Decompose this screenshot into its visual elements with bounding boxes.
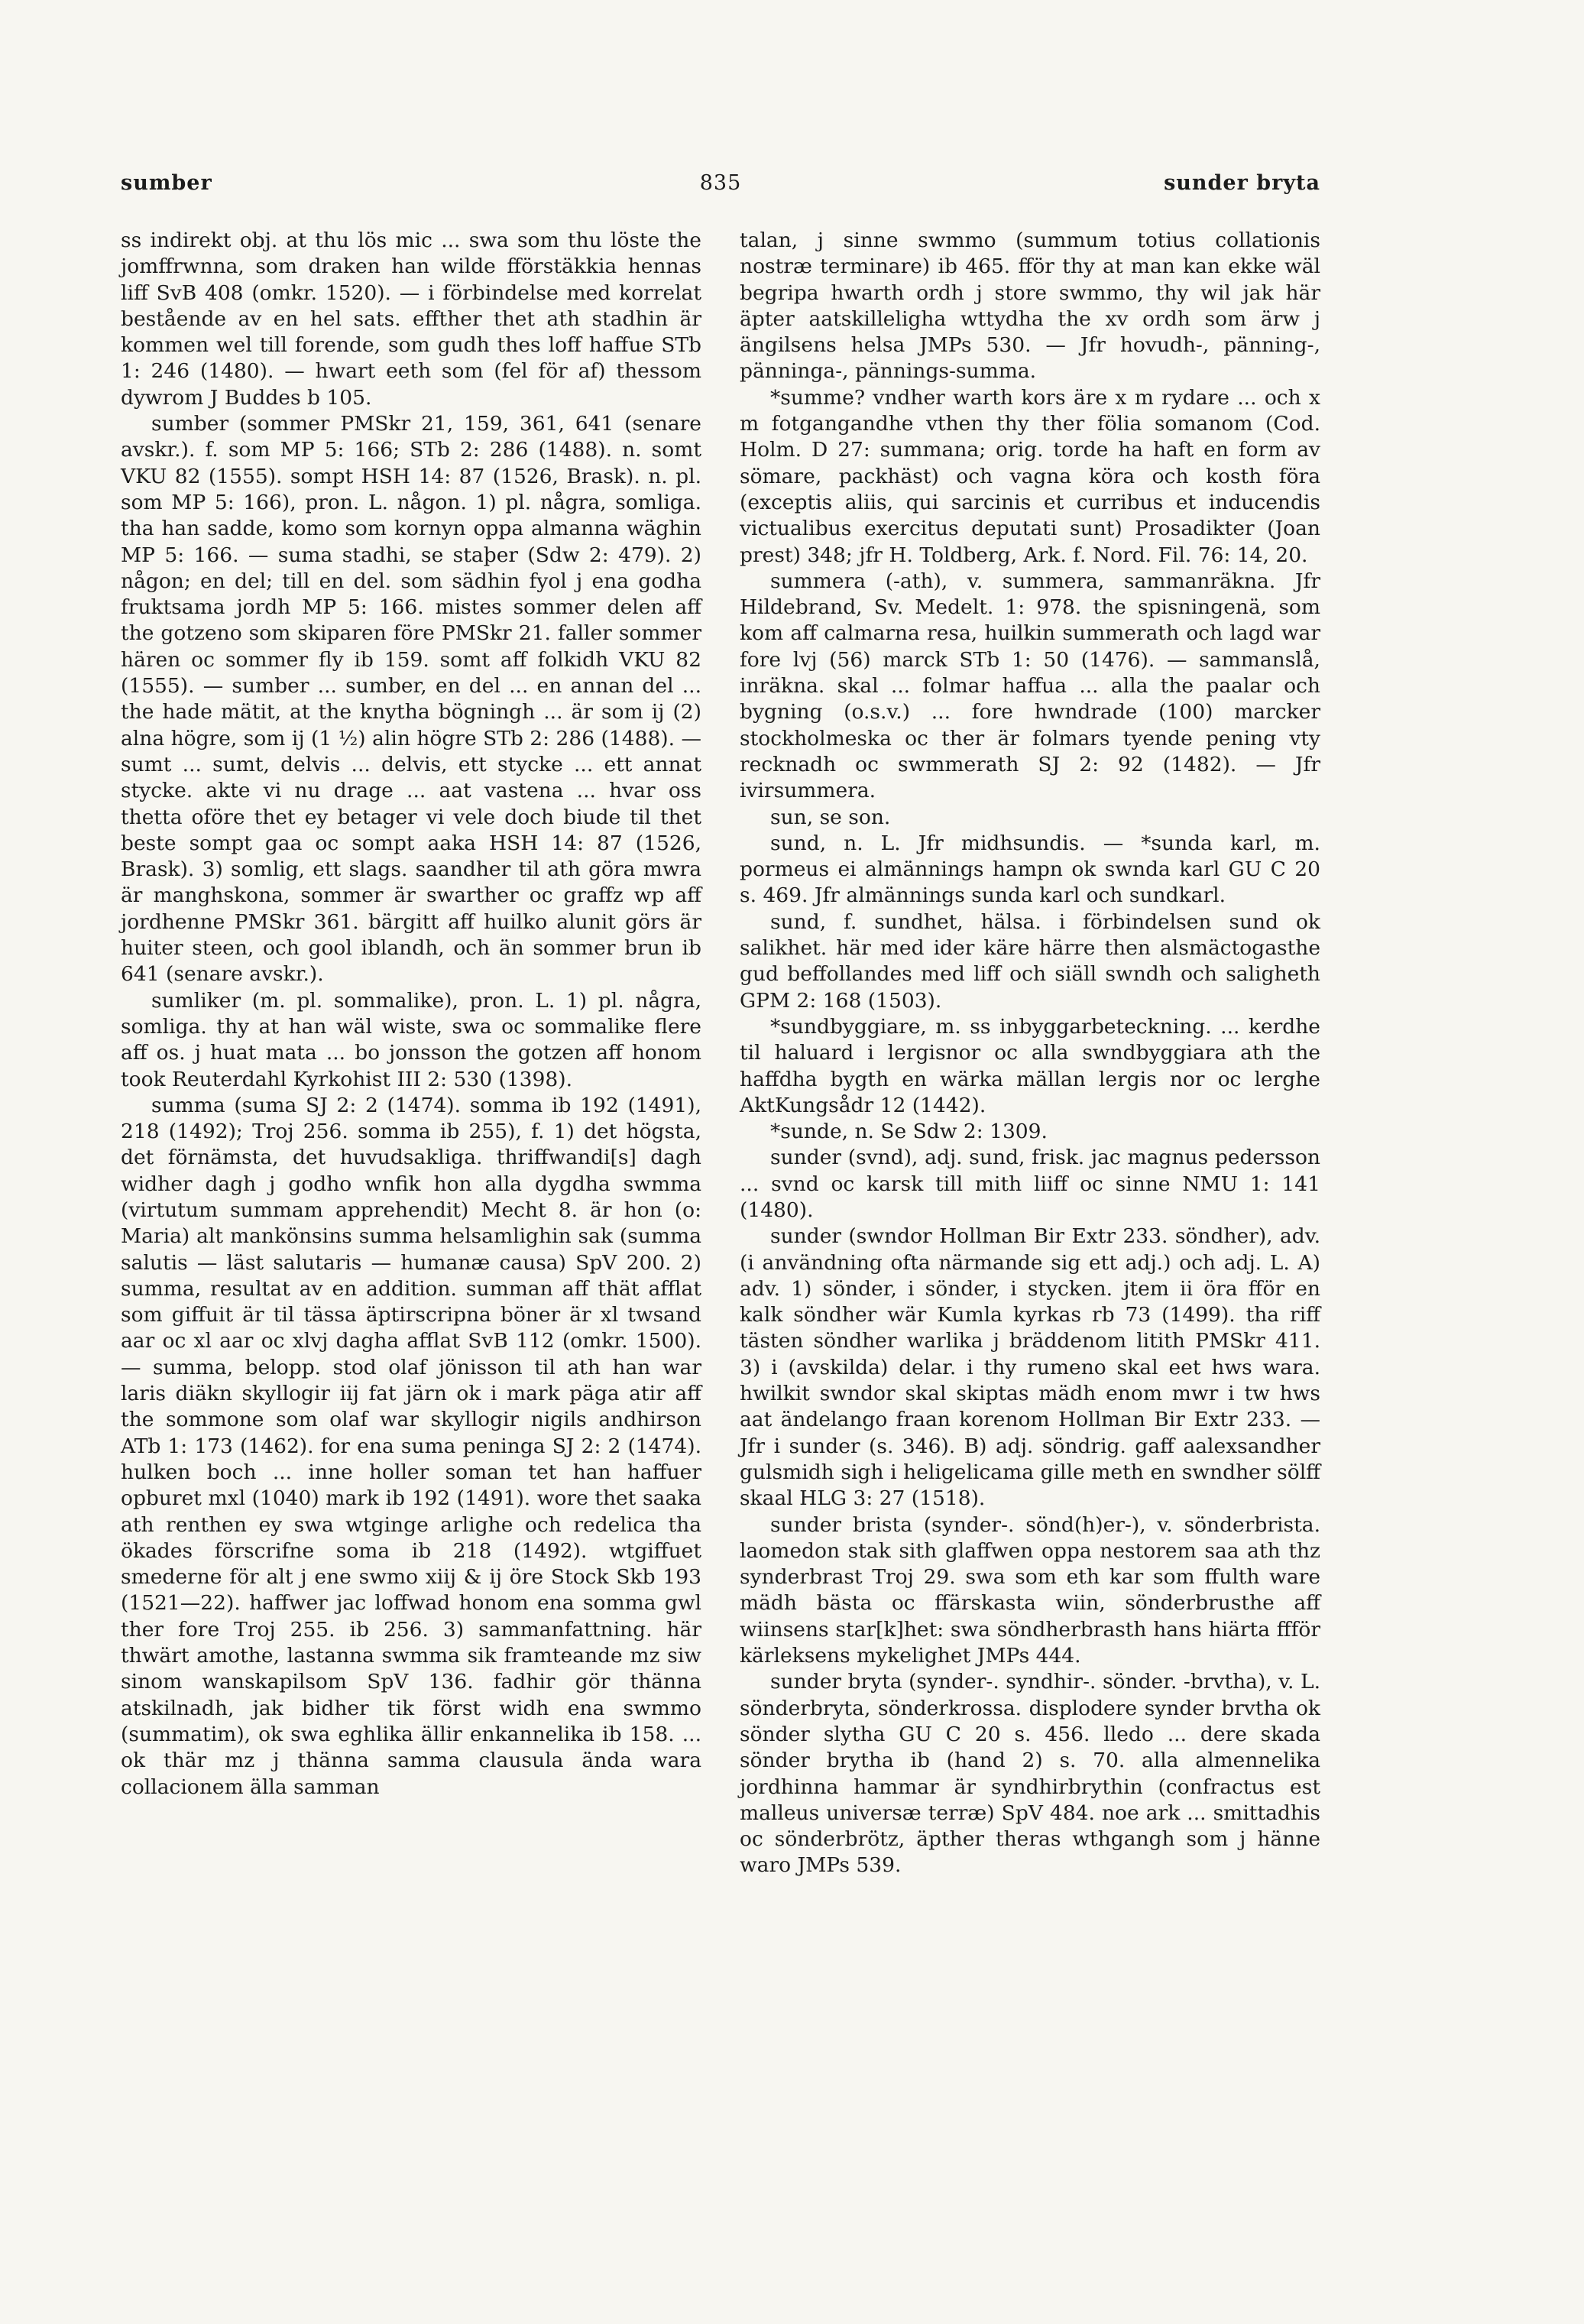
left-column	[121, 228, 701, 1801]
right-column	[740, 228, 1320, 1879]
entry-sumber: sumber (sommer PMSkr 21, 159, 361, 641 (senare avskr.). f. som MP 5: 166; STb 2: 286 (1488). n. somt VKU 82 (1555). sompt HSH 14: 87 (1526, Brask). n. pl. som MP 5: 166), pron. L. någon. 1) pl. några, somliga. tha han sadde, komo som kornyn oppa almanna wäghin MP 5: 166. — suma stadhi, se staþer (Sdw 2: 479). 2) någon; en del; till en del. som sädhin fyol j ena godha fruktsama jordh MP 5: 166. mistes sommer delen aff the gotzeno som skiparen före PMSkr 21. faller sommer hären oc sommer fly ib 159. somt aff folkidh VKU 82 (1555). — sumber ... sumber, en del ... en annan del ... the hade mätit, at the knytha bögningh ... är som ij (2) alna högre, som ij (1 ½) alin högre STb 2: 286 (1488). — sumt ... sumt, delvis ... delvis, ett stycke ... ett annat stycke. akte vi nu drage ... aat vastena ... hvar oss thetta oföre thet ey betager vi vele doch biude til thet beste sompt gaa oc sompt aaka HSH 14: 87 (1526, Brask). 3) somlig, ett slags. saandher til ath göra mwra är manghskona, sommer är swarther oc graffz wp aff jordhenne PMSkr 361. bärgitt aff huilko alunit görs är huiter steen, och gool iblandh, och än sommer brun ib 641 (senare avskr.).	[121, 412, 701, 987]
page-number: 835	[699, 171, 742, 195]
running-header	[121, 171, 1320, 202]
entry-sun: sun, se son.	[770, 805, 891, 829]
entry-summera: summera (-ath), v. summera, sammanräkna. Jfr Hildebrand, Sv. Medelt. 1: 978. the spisningenä, som kom aff calmarna resa, huilkin summerath och lagd war fore lvj (56) marck STb 1: 50 (1476). — sammanslå, inräkna. skal ... folmar haffua ... alla the paalar och bygning (o.s.v.) ... fore hwndrade (100) marcker stockholmeska oc ther är folmars tyende pening vty recknadh oc swmmerath SJ 2: 92 (1482). — Jfr ivirsummera.	[740, 569, 1320, 803]
entry-sumliker: sumliker (m. pl. sommalike), pron. L. 1) pl. några, somliga. thy at han wäl wiste, swa oc sommalike flere aff os. j huat mata ... bo jonsson the gotzen aff honom took Reuterdahl Kyrkohist III 2: 530 (1398).	[121, 988, 701, 1091]
entry-sunder-adv: sunder (swndor Hollman Bir Extr 233. söndher), adv. (i användning ofta närmande sig ett adj.) och adj. L. A) adv. 1) sönder, i sönder, i stycken. jtem ii öra fför en kalk söndher wär Kumla kyrkas rb 73 (1499). tha riff tästen söndher warlika j bräddenom litith PMSkr 411. 3) i (avskilda) delar. i thy rumeno skal eet hws wara. hwilkit swndor skal skiptas mädh enom mwr i tw hws aat ändelango fraan korenom Hollman Bir Extr 233. — Jfr i sunder (s. 346). B) adj. söndrig. gaff aalexsandher gulsmidh sigh i heligelicama gille meth en swndher sölff skaal HLG 3: 27 (1518).	[740, 1224, 1320, 1511]
header-left-word: sumber	[121, 171, 212, 195]
entry-sunder-adj: sunder (svnd), adj. sund, frisk. jac magnus pedersson ... svnd oc karsk till mith liiff oc sinne NMU 1: 141 (1480).	[740, 1146, 1320, 1222]
entry-sundbyggiare: *sundbyggiare, m. ss inbyggarbeteckning. ... kerdhe til haluard i lergisnor oc alla swndbyggiara ath the haffdha bygth en wärka mällan lergis nor oc lerghe AktKungsådr 12 (1442).	[740, 1014, 1320, 1117]
entry-summa: summa (suma SJ 2: 2 (1474). somma ib 192 (1491), 218 (1492); Troj 256. somma ib 255), f. 1) det högsta, det förnämsta, det huvudsakliga. thriffwandi[s] dagh widher dagh j godho wnfik hon alla dygdha swmma (virtutum summam apprehendit) Mecht 8. är hon (o: Maria) alt mankönsins summa helsamlighin sak (summa salutis — läst salutaris — humanæ causa) SpV 200. 2) summa, resultat av en addition. summan aff thät afflat som giffuit är til tässa äptirscripna böner är xl twsand aar oc xl aar oc xlvj dagha afflat SvB 112 (omkr. 1500). — summa, belopp. stod olaf jönisson til ath han war laris diäkn skyllogir iij fat järn ok i mark päga atir aff the sommone som olaf war skyllogir nigils andhirson ATb 1: 173 (1462). for ena suma peninga SJ 2: 2 (1474). hulken boch ... inne holler soman tet han haffuer opburet mxl (1040) mark ib 192 (1491). wore thet saaka ath renthen ey swa wtginge arlighe och redelica tha ökades förscrifne soma ib 218 (1492). wtgiffuet smederne för alt j ene swmo xiij & ij öre Stock Skb 193 (1521—22). haffwer jac loffwad honom ena somma gwl ther fore Troj 255. ib 256. 3) sammanfattning. här thwärt amothe, lastanna swmma sik framteande mz siw sinom wanskapilsom SpV 136. fadhir gör thänna atskilnadh, jak bidher tik först widh ena swmmo (summatim), ok swa eghlika ällir enkannelika ib 158. ... ok thär mz j thänna samma clausula ända wara collacionem älla samman	[121, 1093, 701, 1799]
entry-summe: *summe? vndher warth kors äre x m rydare ... och x m fotgangandhe vthen thy ther fölia somanom (Cod. Holm. D 27: summana; orig. torde ha haft en form av sömare, packhäst) och vagna köra och kosth föra (exceptis aliis, qui sarcinis et curribus et inducendis victualibus exercitus deputati sunt) Prosadikter (Joan prest) 348; jfr H. Toldberg, Ark. f. Nord. Fil. 76: 14, 20.	[740, 385, 1320, 567]
entry-sund-f: sund, f. sundhet, hälsa. i förbindelsen sund ok salikhet. här med ider käre härre then alsmäctogasthe gud beffollandes med liff och siäll swndh och saligheth GPM 2: 168 (1503).	[740, 909, 1320, 1013]
entry-sunde: *sunde, n. Se Sdw 2: 1309.	[770, 1120, 1048, 1144]
entry-sund-n: sund, n. L. Jfr midhsundis. — *sunda karl, m. pormeus ei almännings hampn ok swnda karl GU C 20 s. 469. Jfr almännings sunda karl och sundkarl.	[740, 831, 1320, 908]
entry-sunder-brista: sunder brista (synder-. sönd(h)er-), v. sönderbrista. laomedon stak sith glaffwen oppa nestorem saa ath thz synderbrast Troj 29. swa som eth kar som ffulth ware mädh bästa oc ffärskasta wiin, sönderbrusthe aff wiinsens star[k]het: swa söndherbrasth hans hiärta ffför kärleksens mykelighet JMPs 444.	[740, 1512, 1320, 1668]
entry-summa-continuation: talan, j sinne swmmo (summum totius collationis nostræ terminare) ib 465. fför thy at man kan ekke wäl begripa hwarth ordh j store swmmo, thy wil jak här äpter aatskilleligha wttydha the xv ordh som ärw j ängilsens helsa JMPs 530. — Jfr hovudh-, pänning-, pänninga-, pännings-summa.	[740, 229, 1320, 384]
entry-sunder-bryta: sunder bryta (synder-. syndhir-. sönder. -brvtha), v. L. sönderbryta, sönderkrossa. displodere synder brvtha ok sönder slytha GU C 20 s. 456. lledo ... dere skada sönder brytha ib (hand 2) s. 70. alla almennelika jordhinna hammar är syndhirbrythin (confractus est malleus universæ terræ) SpV 484. noe ark ... smittadhis oc sönderbrötz, äpther theras wthgangh som j hänne waro JMPs 539.	[740, 1670, 1320, 1878]
entry-continuation: ss indirekt obj. at thu lös mic ... swa som thu löste the jomffrwnna, som draken han wilde fförstäkkia hennas liff SvB 408 (omkr. 1520). — i förbindelse med korrelat bestående av en hel sats. effther thet ath stadhin är kommen wel till forende, som gudh thes loff haffue STb 1: 246 (1480). — hwart eeth som (fel för af) thessom dywrom J Buddes b 105.	[121, 229, 701, 410]
header-right-word: sunder bryta	[1164, 171, 1320, 195]
